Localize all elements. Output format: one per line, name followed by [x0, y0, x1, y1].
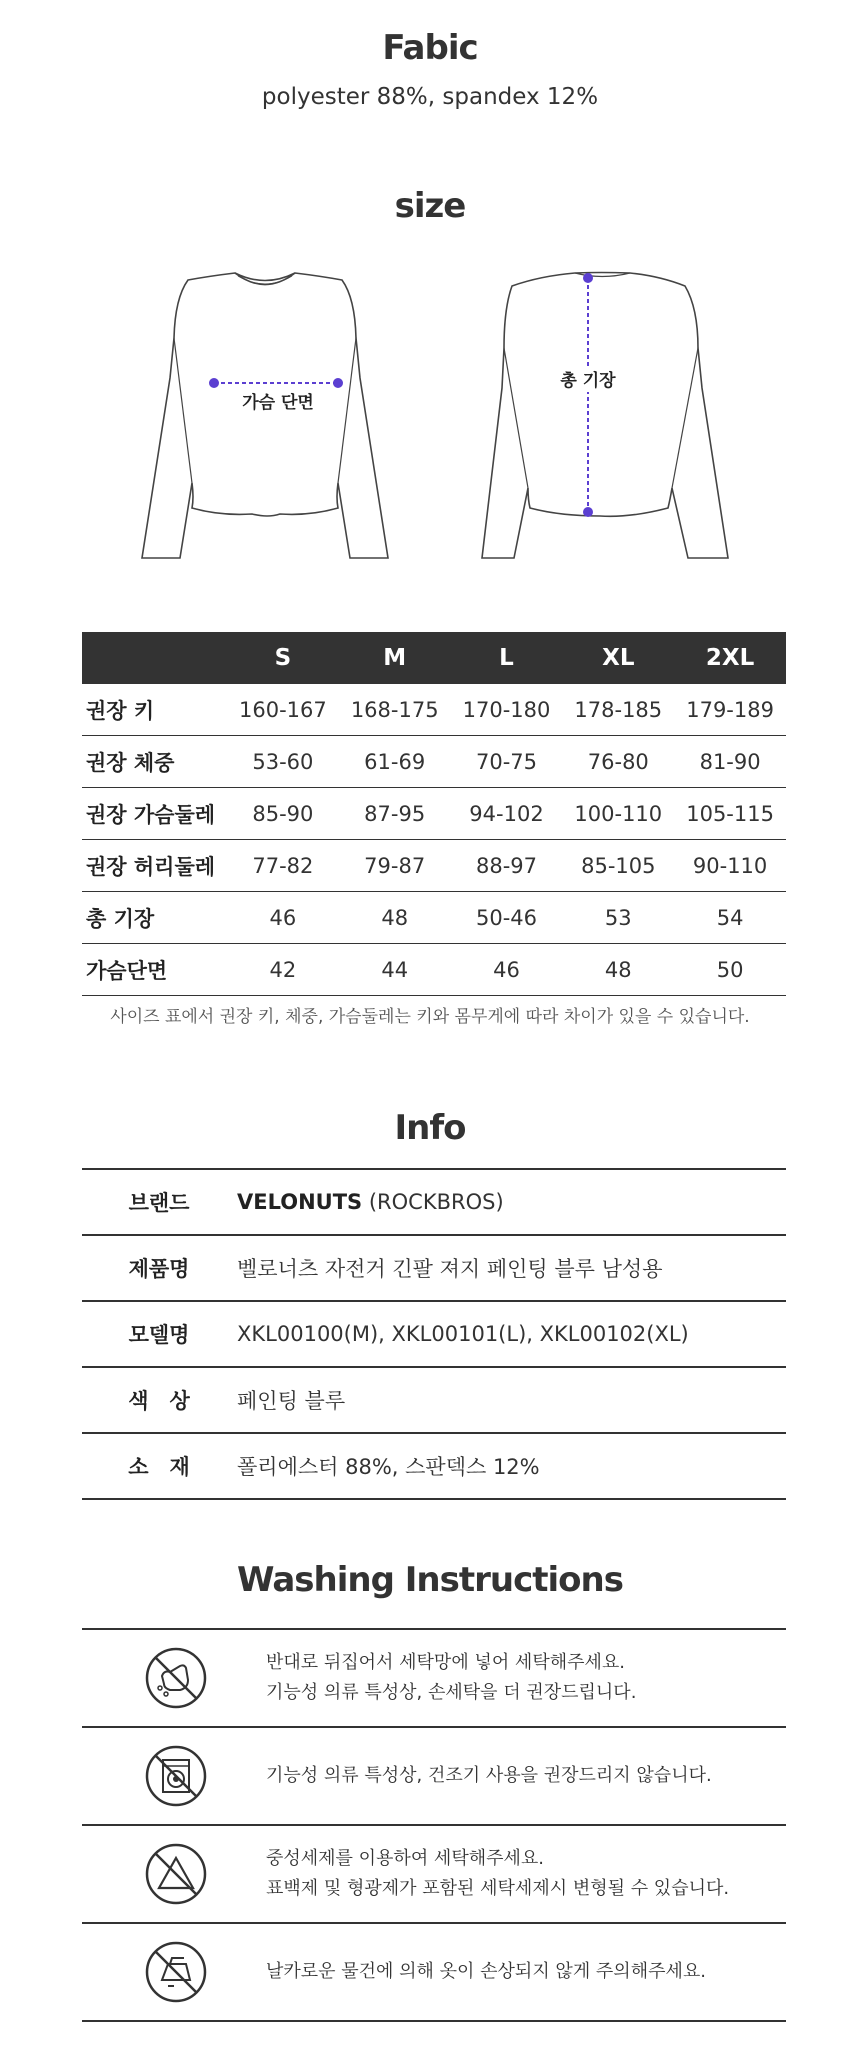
- size-header-cell: XL: [562, 632, 674, 684]
- wash-line: 날카로운 물건에 의해 옷이 손상되지 않게 주의해주세요.: [266, 1961, 706, 1982]
- table-cell: 44: [339, 944, 451, 996]
- wash-line: 중성세제를 이용하여 세탁해주세요.: [266, 1848, 544, 1869]
- table-cell: 61-69: [339, 736, 451, 788]
- table-cell: 94-102: [451, 788, 563, 840]
- table-cell: 46: [227, 892, 339, 944]
- table-cell: 48: [339, 892, 451, 944]
- table-cell: 85-90: [227, 788, 339, 840]
- wash-text: [266, 1728, 712, 1824]
- table-cell: 46: [451, 944, 563, 996]
- info-label: 모델명: [82, 1301, 236, 1367]
- info-value: 페인팅 블루: [236, 1367, 786, 1433]
- table-cell: 179-189: [674, 684, 786, 736]
- length-measure-point-top: [583, 273, 593, 283]
- info-label: 소 재: [82, 1433, 236, 1499]
- hand-wash-icon: [144, 1646, 208, 1710]
- table-row: [82, 736, 786, 788]
- table-cell: 77-82: [227, 840, 339, 892]
- size-table-header: [82, 632, 786, 684]
- table-cell: 48: [562, 944, 674, 996]
- table-cell: 100-110: [562, 788, 674, 840]
- info-row-color: [82, 1367, 786, 1433]
- no-bleach-icon: [144, 1842, 208, 1906]
- wash-line: 표백제 및 형광제가 포함된 세탁세제시 변형될 수 있습니다.: [266, 1878, 730, 1899]
- wash-text: [266, 1630, 636, 1726]
- row-label: 권장 체중: [82, 736, 227, 788]
- wash-text: [266, 1826, 729, 1922]
- table-row: [82, 788, 786, 840]
- info-value: 폴리에스터 88%, 스판덱스 12%: [236, 1433, 786, 1499]
- washing-list: [82, 1628, 786, 2022]
- list-item: [82, 1630, 786, 1728]
- size-header-cell: [82, 632, 227, 684]
- washing-title: Washing Instructions: [237, 1560, 623, 1600]
- table-cell: 79-87: [339, 840, 451, 892]
- info-row-product: [82, 1235, 786, 1301]
- row-label: 권장 키: [82, 684, 227, 736]
- table-cell: 53: [562, 892, 674, 944]
- table-cell: 178-185: [562, 684, 674, 736]
- info-label: 브랜드: [82, 1169, 236, 1235]
- row-label: 총 기장: [82, 892, 227, 944]
- brand-sub: (ROCKBROS): [362, 1190, 504, 1214]
- table-cell: 160-167: [227, 684, 339, 736]
- table-row: [82, 892, 786, 944]
- info-row-model: [82, 1301, 786, 1367]
- no-tumble-dry-icon: [144, 1744, 208, 1808]
- wash-text: [266, 1924, 706, 2020]
- length-label: 총 기장: [560, 371, 616, 391]
- info-title: Info: [394, 1108, 466, 1148]
- chest-measure-point-left: [209, 378, 219, 388]
- table-cell: 54: [674, 892, 786, 944]
- size-header-cell: 2XL: [674, 632, 786, 684]
- row-label: 권장 가슴둘레: [82, 788, 227, 840]
- info-value: XKL00100(M), XKL00101(L), XKL00102(XL): [236, 1301, 786, 1367]
- table-cell: 42: [227, 944, 339, 996]
- row-label: 권장 허리둘레: [82, 840, 227, 892]
- row-label: 가슴단면: [82, 944, 227, 996]
- table-cell: 53-60: [227, 736, 339, 788]
- info-value: [236, 1169, 786, 1235]
- table-cell: 105-115: [674, 788, 786, 840]
- size-header-cell: L: [451, 632, 563, 684]
- size-table: [82, 632, 786, 996]
- table-cell: 76-80: [562, 736, 674, 788]
- table-row: [82, 840, 786, 892]
- list-item: [82, 1826, 786, 1924]
- size-header-cell: M: [339, 632, 451, 684]
- no-iron-icon: [144, 1940, 208, 2004]
- wash-line: 기능성 의류 특성상, 손세탁을 더 권장드립니다.: [266, 1682, 637, 1703]
- chest-measure-point-right: [333, 378, 343, 388]
- fabric-title: Fabic: [382, 28, 478, 68]
- length-measure-point-bottom: [583, 507, 593, 517]
- table-cell: 85-105: [562, 840, 674, 892]
- table-cell: 81-90: [674, 736, 786, 788]
- table-cell: 90-110: [674, 840, 786, 892]
- info-label: 제품명: [82, 1235, 236, 1301]
- table-row: [82, 684, 786, 736]
- table-cell: 50: [674, 944, 786, 996]
- table-cell: 50-46: [451, 892, 563, 944]
- shirt-back-diagram: [480, 268, 730, 568]
- shirt-front-diagram: [140, 268, 390, 568]
- table-cell: 168-175: [339, 684, 451, 736]
- info-value: 벨로너츠 자전거 긴팔 져지 페인팅 블루 남성용: [236, 1235, 786, 1301]
- fabric-text: polyester 88%, spandex 12%: [261, 84, 599, 110]
- chest-label: 가슴 단면: [242, 393, 314, 413]
- brand-name: VELONUTS: [237, 1190, 363, 1214]
- table-cell: 70-75: [451, 736, 563, 788]
- table-row: [82, 944, 786, 996]
- wash-line: 반대로 뒤집어서 세탁망에 넣어 세탁해주세요.: [266, 1652, 625, 1673]
- size-title: size: [394, 186, 466, 226]
- info-row-material: [82, 1433, 786, 1499]
- info-label: 색 상: [82, 1367, 236, 1433]
- info-row-brand: [82, 1169, 786, 1235]
- table-cell: 87-95: [339, 788, 451, 840]
- wash-line: 기능성 의류 특성상, 건조기 사용을 권장드리지 않습니다.: [266, 1765, 712, 1786]
- list-item: [82, 1924, 786, 2022]
- size-header-cell: S: [227, 632, 339, 684]
- size-note: 사이즈 표에서 권장 키, 체중, 가슴둘레는 키와 몸무게에 따라 차이가 있을 수 있습니다.: [110, 1007, 750, 1027]
- table-cell: 88-97: [451, 840, 563, 892]
- list-item: [82, 1728, 786, 1826]
- table-cell: 170-180: [451, 684, 563, 736]
- info-table: [82, 1168, 786, 1500]
